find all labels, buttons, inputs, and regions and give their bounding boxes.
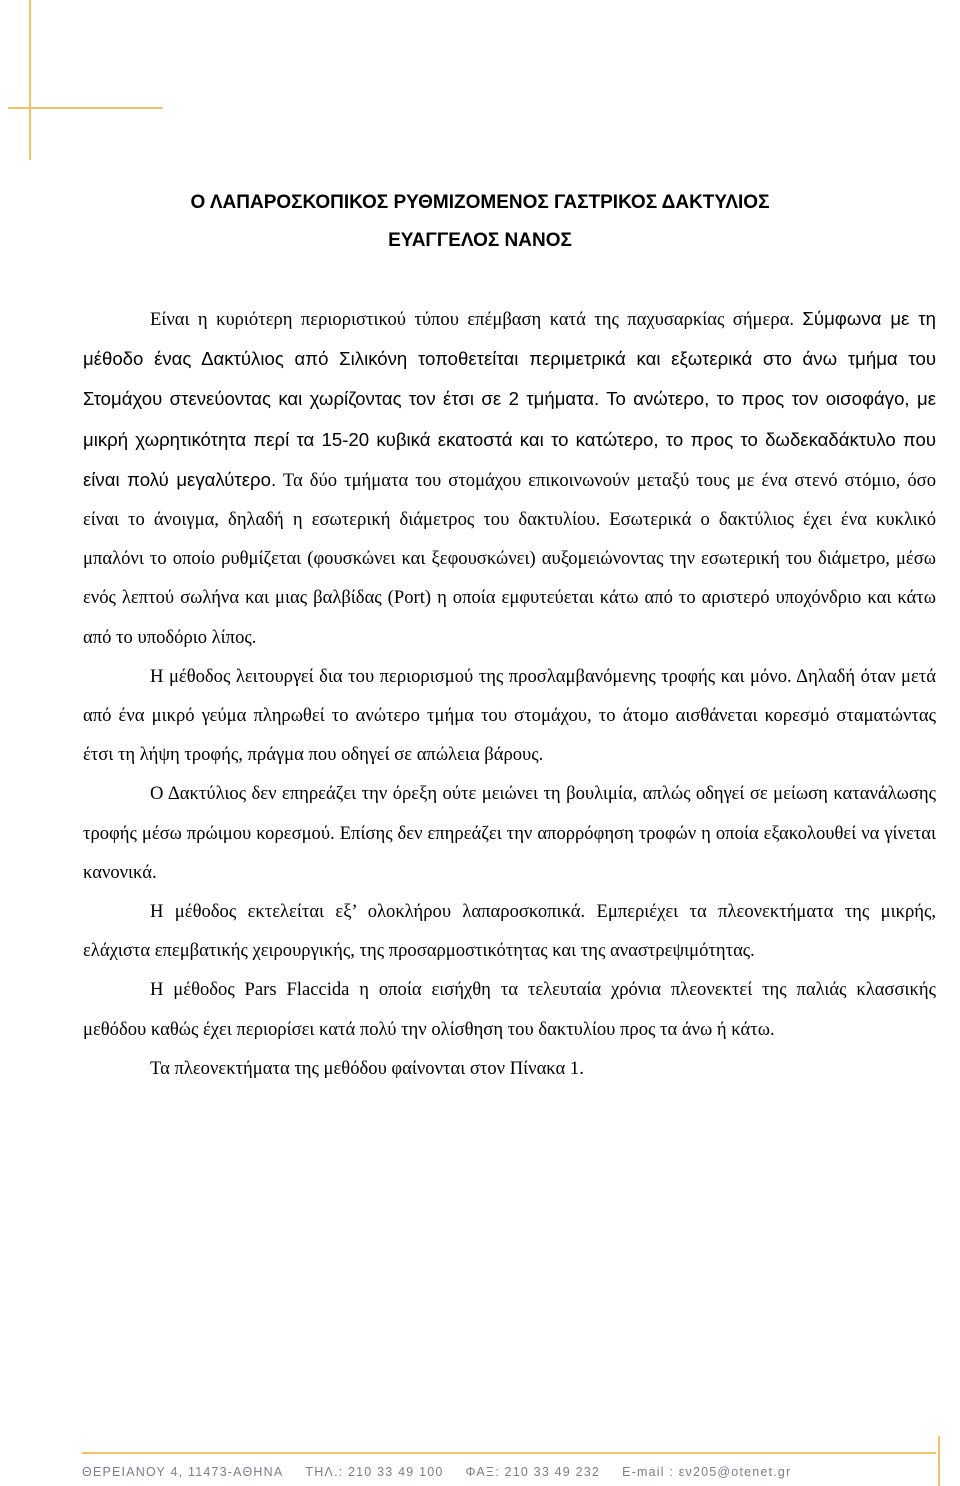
footer-phone: ΤΗΛ.: 210 33 49 100 <box>305 1465 444 1479</box>
footer-rule <box>82 1452 936 1454</box>
author-name: ΕΥΑΓΓΕΛΟΣ ΝΑΝΟΣ <box>388 230 572 251</box>
paragraph-1-intro: Είναι η κυριότερη περιοριστικού τύπου επέμβαση κατά της παχυσαρκίας σήμερα. <box>150 309 794 330</box>
corner-rule-horizontal <box>8 107 163 109</box>
title-block <box>0 184 960 260</box>
footer-contact <box>82 1465 937 1479</box>
paragraph-1-rest: Τα δύο τμήματα του στομάχου επικοινωνούν μεταξύ τους με ένα στενό στόμιο, όσο είναι το άνοιγμα, δηλαδή η εσωτερική διάμετρος του δακτυλίου. Εσωτερικά ο δακτύλιος έχει ένα κυκλικό μπαλόνι το οποίο ρυθμίζεται (φουσκώνει και ξεφουσκώνει) αυξομειώνοντας την εσωτερική του διάμετρο, μέσω ενός λεπτού σωλήνα και μιας βαλβίδας (Port) η οποία εμφυτεύεται κάτω από το αριστερό υποχόνδριο και κάτω από το υποδόριο λίπος. <box>83 469 937 648</box>
footer-rule-vertical <box>938 1436 940 1486</box>
footer-fax: ΦΑΞ: 210 33 49 232 <box>465 1465 601 1479</box>
paragraph-4: Η μέθοδος εκτελείται εξ’ ολοκλήρου λαπαροσκοπικά. Εμπεριέχει τα πλεονεκτήματα της μικρής, ελάχιστα επεμβατικής χειρουργικής, της προσαρμοστικότητας και της αναστρεψιμότητας. <box>83 901 936 962</box>
paragraph-5: Η μέθοδος Pars Flaccida η οποία εισήχθη τα τελευταία χρόνια πλεονεκτεί της παλιάς κλασσικής μεθόδου καθώς έχει περιορίσει κατά πολύ την ολίσθηση του δακτυλίου προς τα άνω ή κάτω. <box>83 979 936 1040</box>
paragraph-6: Τα πλεονεκτήματα της μεθόδου φαίνονται στον Πίνακα 1. <box>150 1057 584 1079</box>
corner-rule-vertical <box>29 0 31 160</box>
paragraph-3: Ο Δακτύλιος δεν επηρεάζει την όρεξη ούτε μειώνει τη βουλιμία, απλώς οδηγεί σε μείωση κατανάλωσης τροφής μέσω πρώιμου κορεσμού. Επίσης δεν επηρεάζει την απορρόφηση τροφών η οποία εξακολουθεί να γίνεται κανονικά. <box>83 783 936 883</box>
footer-address: ΘΕΡΕΙΑΝΟΥ 4, 11473-ΑΘΗΝΑ <box>82 1465 284 1479</box>
paragraph-2: Η μέθοδος λειτουργεί δια του περιορισμού της προσλαμβανόμενης τροφής και μόνο. Δηλαδή όταν μετά από ένα μικρό γεύμα πληρωθεί το ανώτερο τμήμα του στομάχου, το άτομο αισθάνεται κορεσμό σταματώντας έτσι τη λήψη τροφής, πράγμα που οδηγεί σε απώλεια βάρους. <box>83 665 936 766</box>
footer-email[interactable]: E-mail : εν205@otenet.gr <box>622 1465 792 1479</box>
document-body <box>83 299 936 1088</box>
document-title: Ο ΛΑΠΑΡΟΣΚΟΠΙΚΟΣ ΡΥΘΜΙΖΟΜΕΝΟΣ ΓΑΣΤΡΙΚΟΣ ΔΑΚΤΥΛΙΟΣ <box>190 192 770 213</box>
paragraph-1 <box>83 299 936 657</box>
paragraph-1-sans: Σύμφωνα με τη μέθοδο ένας Δακτύλιος από Σιλικόνη τοποθετείται περιμετρικά και εξωτερικά στο άνω τμήμα του Στομάχου στενεύοντας και χωρίζοντας τον έτσι σε 2 τμήματα. Το ανώτερο, το προς τον οισοφάγο, με μικρή χωρητικότητα περί τα 15-20 κυβικά εκατοστά και το κατώτερο, το προς το δωδεκαδάκτυλο που είναι πολύ μεγαλύτερο. <box>83 308 936 490</box>
